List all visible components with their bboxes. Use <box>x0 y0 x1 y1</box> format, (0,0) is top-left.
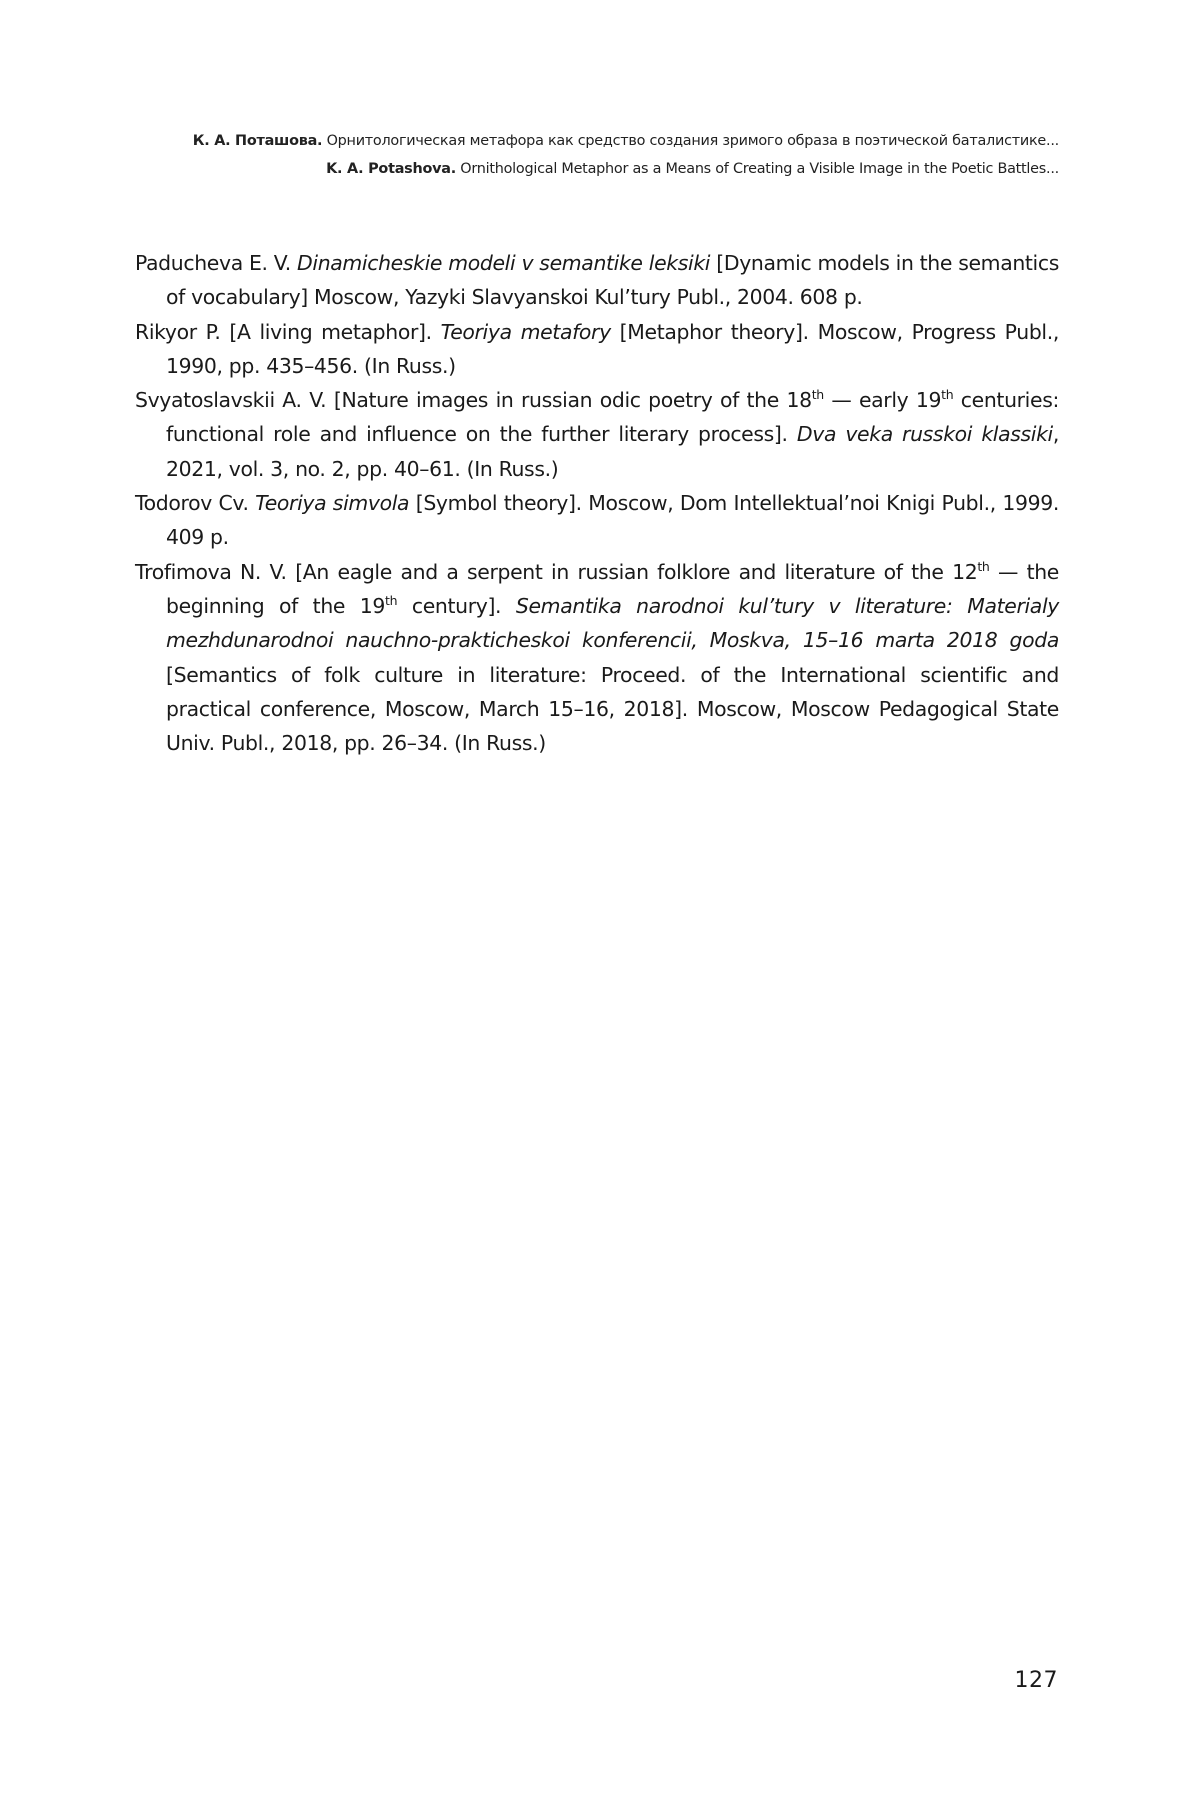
running-head-english <box>120 155 1059 183</box>
superscript: th <box>811 387 824 403</box>
superscript: th <box>385 592 398 608</box>
reference-title-italic: Teoriya simvola <box>255 491 410 516</box>
reference-text: Svyatoslavskii A. V. [Nature images in russian odic poetry of the 18 <box>135 388 812 413</box>
reference-text: — early 19 <box>823 388 942 413</box>
reference-text: Todorov Cv. <box>135 491 256 516</box>
superscript: th <box>977 558 990 574</box>
reference-text: [Semantics of folk culture in literature: Proceed. of the International scientific and practical conference, Moscow, March 15–16, 2018]. Moscow, Moscow Pedagogical State Univ. Publ., 2018, pp. 26–34. (In Russ.) <box>166 662 1059 756</box>
reference-text: century]. <box>397 593 516 618</box>
running-head <box>120 127 1059 183</box>
running-head-ru-author: К. А. Поташова. <box>192 133 323 149</box>
reference-title-italic: Dinamicheskie modeli v semantike leksiki <box>297 251 711 275</box>
page-number: 127 <box>1014 1668 1058 1693</box>
reference-text: [Symbol theory]. Moscow, Dom Intellektual’noi Knigi Publ., 1999. 409 p. <box>166 491 1060 550</box>
reference-text: Rikyor P. [A living metaphor]. <box>135 319 441 344</box>
reference-text: [Metaphor theory]. Moscow, Progress Publ., 1990, pp. 435–456. (In Russ.) <box>166 319 1059 378</box>
reference-list <box>135 246 1059 760</box>
reference-text: — the beginning of the 19 <box>166 559 1060 618</box>
reference-title-italic: Semantika narodnoi kul’tury v literature: Materialy mezhdunarodnoi nauchno-prakticheskoi konferencii, Moskva, 15–16 marta 2018 goda <box>166 593 1059 653</box>
reference-text: Trofimova N. V. [An eagle and a serpent in russian folklore and literature of the 12 <box>135 559 978 584</box>
reference-item <box>135 246 1059 315</box>
reference-item <box>135 555 1059 761</box>
reference-title-italic: Teoriya metafory <box>440 319 611 344</box>
reference-item <box>135 383 1059 486</box>
running-head-en-title: Ornithological Metaphor as a Means of Creating a Visible Image in the Poetic Battles... <box>455 161 1059 177</box>
superscript: th <box>941 387 954 403</box>
reference-title-italic: Dva veka russkoi klassiki <box>796 422 1053 447</box>
running-head-ru-title: Орнитологическая метафора как средство создания зримого образа в поэтической баталистике... <box>322 133 1059 149</box>
running-head-russian <box>120 127 1059 155</box>
running-head-en-author: K. A. Potashova. <box>326 161 456 177</box>
reference-item <box>135 486 1059 555</box>
reference-text: Paducheva E. V. <box>135 251 298 275</box>
reference-text: centuries: functional role and influence on the further literary process]. <box>166 388 1059 447</box>
reference-text: , 2021, vol. 3, no. 2, pp. 40–61. (In Russ.) <box>166 422 1060 481</box>
reference-item <box>135 315 1059 384</box>
reference-text: [Dynamic models in the semantics of vocabulary] Moscow, Yazyki Slavyanskoi Kul’tury Publ., 2004. 608 p. <box>166 251 1060 310</box>
